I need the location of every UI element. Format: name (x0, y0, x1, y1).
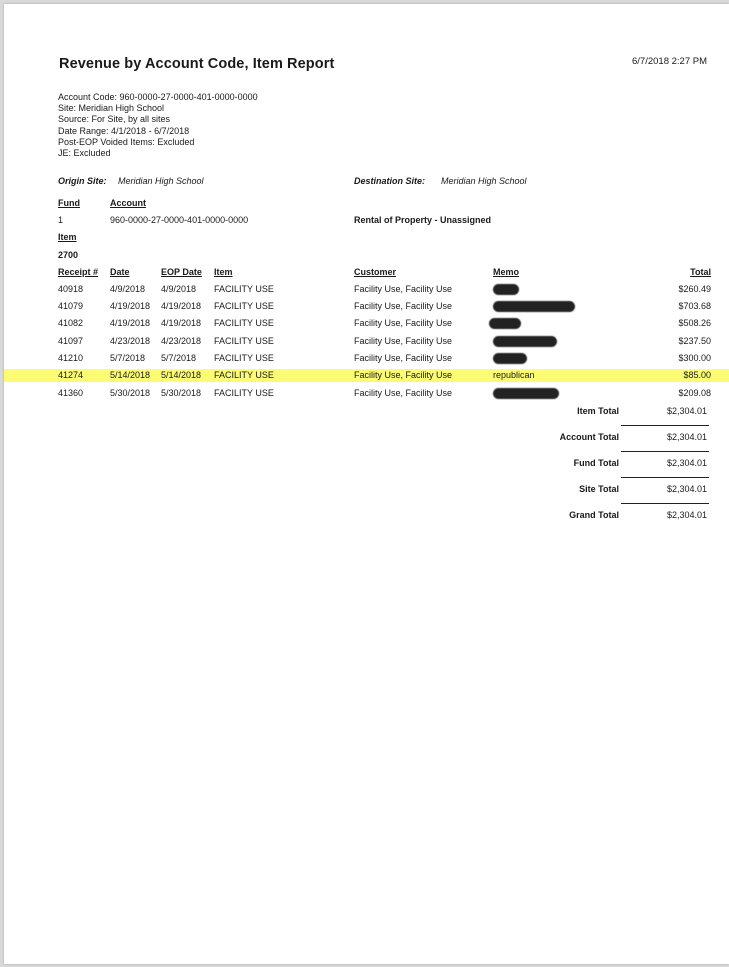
memo-redaction (493, 336, 557, 347)
cell-customer: Facility Use, Facility Use (354, 301, 453, 311)
fund-value: 1 (58, 215, 64, 225)
cell-total: $703.68 (678, 301, 711, 311)
memo-redaction (493, 353, 527, 364)
param-date-range: Date Range: 4/1/2018 - 6/7/2018 (58, 125, 190, 136)
report-title: Revenue by Account Code, Item Report (59, 56, 335, 72)
cell-date: 4/9/2018 (110, 284, 146, 294)
grand-total-value: $2,304.01 (666, 510, 707, 520)
param-je: JE: Excluded (58, 148, 111, 159)
table-row (4, 318, 729, 332)
cell-customer: Facility Use, Facility Use (354, 284, 453, 294)
report-parameters (58, 92, 258, 159)
cell-receipt: 41360 (58, 388, 84, 398)
report-page (4, 4, 729, 964)
cell-receipt: 41097 (58, 336, 84, 346)
cell-memo: republican (493, 370, 535, 380)
memo-redaction (493, 301, 575, 312)
account-value: 960-0000-27-0000-401-0000-0000 (110, 215, 249, 225)
cell-date: 4/19/2018 (110, 301, 151, 311)
destination-site-label: Destination Site: (354, 176, 426, 186)
col-header-item: Item (214, 267, 233, 277)
cell-total: $300.00 (678, 353, 711, 363)
table-row (4, 336, 729, 350)
col-header-memo: Memo (493, 267, 520, 277)
cell-eop-date: 4/23/2018 (161, 336, 202, 346)
cell-item: FACILITY USE (214, 388, 274, 398)
item-total-label: Item Total (577, 406, 619, 416)
origin-site-label: Origin Site: (58, 176, 107, 186)
cell-customer: Facility Use, Facility Use (354, 336, 453, 346)
memo-redaction (493, 388, 559, 399)
table-row-highlighted (4, 370, 729, 384)
cell-eop-date: 5/14/2018 (161, 370, 202, 380)
cell-total: $508.26 (678, 318, 711, 328)
cell-receipt: 41079 (58, 301, 84, 311)
cell-receipt: 40918 (58, 284, 84, 294)
cell-date: 5/30/2018 (110, 388, 151, 398)
account-total-value: $2,304.01 (666, 432, 707, 442)
cell-date: 5/14/2018 (110, 370, 151, 380)
param-source: Source: For Site, by all sites (58, 114, 171, 125)
account-description: Rental of Property - Unassigned (354, 215, 492, 225)
fund-total-value: $2,304.01 (666, 458, 707, 468)
printed-timestamp: 6/7/2018 2:27 PM (632, 56, 707, 67)
cell-customer: Facility Use, Facility Use (354, 388, 453, 398)
fund-total-label: Fund Total (573, 458, 619, 468)
site-total-value: $2,304.01 (666, 484, 707, 494)
param-voided-items: Post-EOP Voided Items: Excluded (58, 136, 195, 147)
cell-eop-date: 4/19/2018 (161, 318, 202, 328)
col-header-customer: Customer (354, 267, 397, 277)
item-code: 2700 (58, 250, 79, 260)
cell-item: FACILITY USE (214, 370, 274, 380)
divider (621, 425, 709, 426)
fund-header: Fund (58, 198, 80, 208)
account-header: Account (110, 198, 146, 208)
cell-total: $209.08 (678, 388, 711, 398)
cell-total: $260.49 (678, 284, 711, 294)
col-header-total: Total (690, 267, 711, 277)
cell-item: FACILITY USE (214, 284, 274, 294)
cell-eop-date: 5/30/2018 (161, 388, 202, 398)
cell-receipt: 41082 (58, 318, 84, 328)
cell-date: 5/7/2018 (110, 353, 146, 363)
cell-customer: Facility Use, Facility Use (354, 370, 453, 380)
cell-total: $237.50 (678, 336, 711, 346)
col-header-date: Date (110, 267, 130, 277)
cell-item: FACILITY USE (214, 353, 274, 363)
destination-site-value: Meridian High School (441, 176, 527, 186)
param-account-code: Account Code: 960-0000-27-0000-401-0000-0000 (58, 92, 258, 102)
divider (621, 451, 709, 452)
cell-customer: Facility Use, Facility Use (354, 318, 453, 328)
cell-receipt: 41274 (58, 370, 84, 380)
memo-redaction (493, 284, 519, 295)
cell-eop-date: 5/7/2018 (161, 353, 197, 363)
memo-redaction (489, 318, 521, 329)
site-total-label: Site Total (579, 484, 619, 494)
cell-total: $85.00 (683, 370, 711, 380)
origin-site-value: Meridian High School (118, 176, 204, 186)
divider (621, 503, 709, 504)
cell-customer: Facility Use, Facility Use (354, 353, 453, 363)
cell-item: FACILITY USE (214, 336, 274, 346)
table-row (4, 284, 729, 298)
cell-receipt: 41210 (58, 353, 84, 363)
table-row (4, 388, 729, 402)
table-row (4, 301, 729, 315)
param-site: Site: Meridian High School (58, 103, 165, 114)
cell-item: FACILITY USE (214, 318, 274, 328)
grand-total-label: Grand Total (569, 510, 619, 520)
table-header-row (4, 267, 729, 281)
item-header: Item (58, 232, 77, 242)
cell-date: 4/23/2018 (110, 336, 151, 346)
cell-eop-date: 4/19/2018 (161, 301, 202, 311)
divider (621, 477, 709, 478)
cell-item: FACILITY USE (214, 301, 274, 311)
table-row (4, 353, 729, 367)
col-header-eop-date: EOP Date (161, 267, 202, 277)
col-header-receipt: Receipt # (58, 267, 99, 277)
account-total-label: Account Total (559, 432, 619, 442)
cell-eop-date: 4/9/2018 (161, 284, 197, 294)
item-total-value: $2,304.01 (666, 406, 707, 416)
cell-date: 4/19/2018 (110, 318, 151, 328)
